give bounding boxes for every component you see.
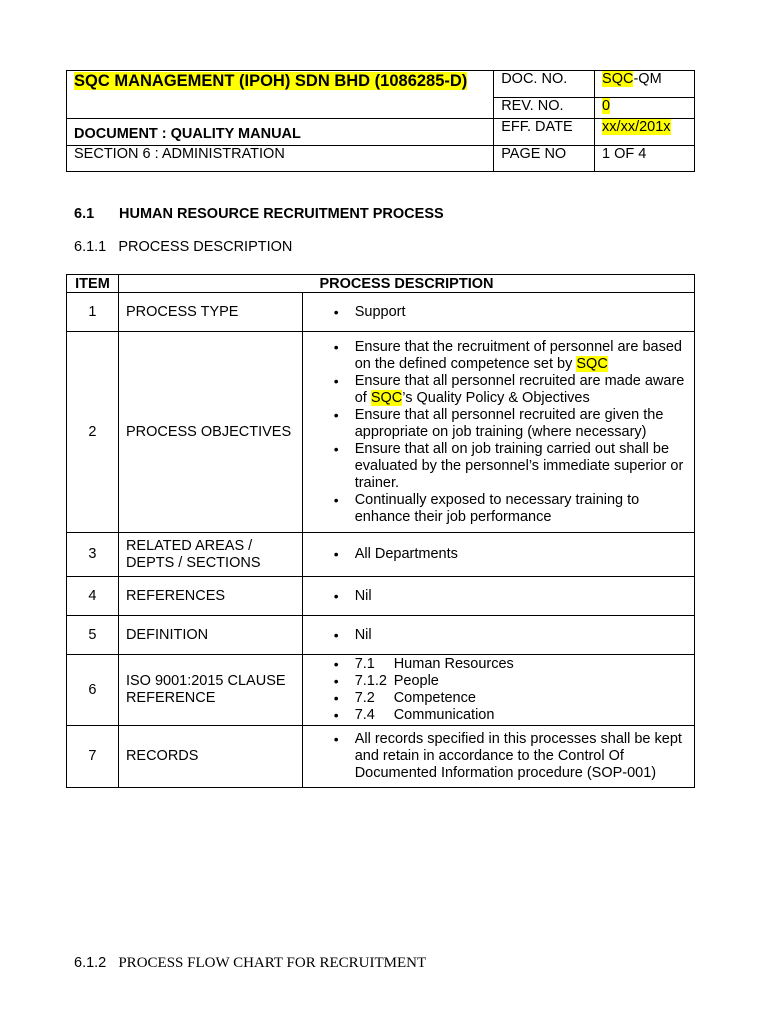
row-label: RELATED AREAS / DEPTS / SECTIONS (118, 533, 302, 577)
clause-number: 7.4 (354, 707, 375, 723)
clause-number: 7.1.2 (354, 673, 387, 689)
item-header: ITEM (67, 275, 119, 293)
company-name: SQC MANAGEMENT (IPOH) SDN BHD (1086285-D) (74, 72, 468, 90)
section-label: SECTION 6 : ADMINISTRATION (67, 146, 494, 172)
eff-date-value (595, 119, 695, 146)
flow-chart-title: PROCESS FLOW CHART FOR RECRUITMENT (118, 955, 427, 971)
row-description (302, 332, 694, 533)
row-description (302, 655, 694, 726)
item-number: 6 (67, 655, 119, 726)
row-label: PROCESS OBJECTIVES (118, 332, 302, 533)
bullet-item (303, 339, 693, 373)
rev-no-value (595, 98, 695, 119)
item-number: 5 (67, 616, 119, 655)
item-number: 7 (67, 726, 119, 788)
clause-text: People (393, 673, 439, 689)
page-no-label: PAGE NO (494, 146, 595, 172)
flow-chart-heading (74, 955, 426, 972)
subsection-heading (74, 239, 292, 255)
item-number: 2 (67, 332, 119, 533)
bullet-item: • Nil (303, 627, 693, 644)
bullet-text: ’s Quality Policy & Objectives (402, 389, 590, 406)
rev-no-number: 0 (602, 98, 611, 114)
eff-date-label: EFF. DATE (494, 119, 595, 146)
table-row (67, 726, 695, 788)
table-row (67, 293, 695, 332)
bullet-item: • All records specified in this processes shall be kept and retain in accordance to the Control Of Documented Information procedure (SOP-001) (303, 731, 693, 782)
item-number: 4 (67, 577, 119, 616)
row-description (302, 293, 694, 332)
clause-item (303, 656, 693, 673)
section-heading (74, 206, 444, 222)
bullet-item: • Support (303, 304, 693, 321)
section-number: 6.1 (74, 206, 95, 222)
clause-item (303, 707, 693, 724)
table-row (67, 577, 695, 616)
rev-no-label: REV. NO. (494, 98, 595, 119)
doc-no-suffix: -QM (633, 71, 662, 87)
bullet-item: • Continually exposed to necessary training to enhance their job performance (303, 492, 693, 526)
table-row (67, 655, 695, 726)
table-header-row (67, 275, 695, 293)
table-row (67, 533, 695, 577)
subsection-title: PROCESS DESCRIPTION (118, 239, 293, 255)
row-description (302, 616, 694, 655)
clause-item (303, 690, 693, 707)
clause-text: Human Resources (393, 656, 514, 672)
bullet-item: • Ensure that all personnel recruited are given the appropriate on job training (where necessary) (303, 407, 693, 441)
clause-number: 7.1 (354, 656, 375, 672)
process-description-header: PROCESS DESCRIPTION (118, 275, 694, 293)
row-description (302, 533, 694, 577)
bullet-item: • Ensure that all on job training carried out shall be evaluated by the personnel’s immediate superior or trainer. (303, 441, 693, 492)
item-number: 1 (67, 293, 119, 332)
bullet-text: Ensure that the recruitment of personnel are based on the defined competence set by (354, 338, 682, 372)
sqc-highlight: SQC (370, 389, 403, 406)
bullet-item: • All Departments (303, 546, 693, 563)
clause-item (303, 673, 693, 690)
document-header-table (66, 70, 695, 172)
table-row (67, 332, 695, 533)
clause-number: 7.2 (354, 690, 375, 706)
item-number: 3 (67, 533, 119, 577)
doc-no-value (595, 71, 695, 98)
doc-no-prefix: SQC (602, 71, 634, 87)
clause-text: Communication (393, 707, 495, 723)
row-label: PROCESS TYPE (118, 293, 302, 332)
row-label: REFERENCES (118, 577, 302, 616)
row-description (302, 577, 694, 616)
doc-no-label: DOC. NO. (494, 71, 595, 98)
company-name-cell (67, 71, 494, 119)
row-label: DEFINITION (118, 616, 302, 655)
flow-chart-number: 6.1.2 (74, 955, 107, 971)
bullet-item: • Nil (303, 588, 693, 605)
page-no-value: 1 OF 4 (595, 146, 695, 172)
clause-text: Competence (393, 690, 476, 706)
eff-date-text: xx/xx/201x (602, 119, 671, 135)
row-label: RECORDS (118, 726, 302, 788)
sqc-highlight: SQC (576, 355, 608, 372)
table-row (67, 616, 695, 655)
document-title: DOCUMENT : QUALITY MANUAL (67, 119, 494, 146)
process-description-table (66, 274, 695, 788)
bullet-text: Ensure that all personnel recruited are made aware of (354, 372, 685, 406)
bullet-item (303, 373, 693, 407)
row-description (302, 726, 694, 788)
section-title: HUMAN RESOURCE RECRUITMENT PROCESS (119, 206, 444, 222)
row-label: ISO 9001:2015 CLAUSE REFERENCE (118, 655, 302, 726)
subsection-number: 6.1.1 (74, 239, 107, 255)
